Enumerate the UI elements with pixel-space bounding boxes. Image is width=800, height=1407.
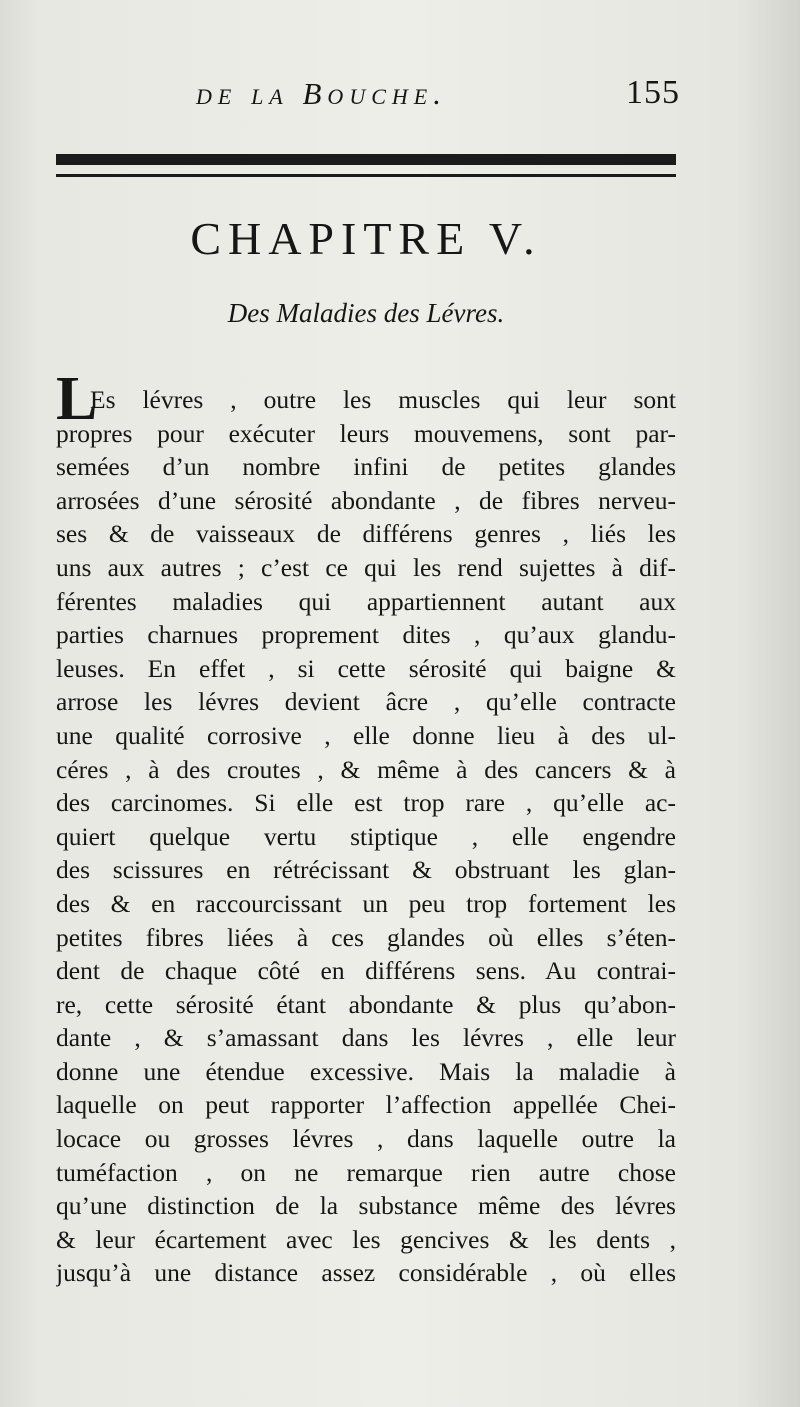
text-line: & leur écartement avec les gencives & les dents ,	[56, 1224, 676, 1254]
text-line: arrose les lévres devient âcre , qu’elle contracte	[56, 687, 676, 717]
text-line: tuméfaction , on ne remarque rien autre chose	[56, 1157, 676, 1187]
section-title: Des Maladies des Lévres.	[227, 298, 505, 328]
header-rule-thin	[56, 174, 676, 177]
text-line: des scissures en rétrécissant & obstruant les glan-	[56, 855, 676, 885]
text-line: dent de chaque côté en différens sens. Au contrai-	[56, 956, 676, 986]
body-text	[56, 383, 676, 1290]
text-line: Es lévres , outre les muscles qui leur sont	[90, 385, 676, 414]
text-line: dante , & s’amassant dans les lévres , elle leur	[56, 1023, 676, 1053]
running-title: de la Bouche.	[196, 76, 447, 111]
text-line: re, cette sérosité étant abondante & plus qu’abon-	[56, 989, 676, 1019]
page-number: 155	[626, 74, 680, 111]
text-line: petites fibres liées à ces glandes où elles s’éten-	[56, 922, 676, 952]
text-line: des & en raccourcissant un peu trop fortement les	[56, 888, 676, 918]
text-line: uns aux autres ; c’est ce qui les rend sujettes à dif-	[56, 552, 676, 582]
text-line: donne une étendue excessive. Mais la maladie à	[56, 1056, 676, 1086]
text-line: jusqu’à une distance assez considérable , où elles	[56, 1258, 676, 1288]
header-rule-thick	[56, 154, 676, 165]
text-line: des carcinomes. Si elle est trop rare , qu’elle ac-	[56, 788, 676, 818]
text-line: laquelle on peut rapporter l’affection appellée Chei-	[56, 1090, 676, 1120]
chapter-title: CHAPITRE V.	[190, 213, 542, 264]
text-line: une qualité corrosive , elle donne lieu à des ul-	[56, 720, 676, 750]
drop-cap: L	[56, 365, 98, 433]
text-line: ses & de vaisseaux de différens genres , liés les	[56, 519, 676, 549]
page-header	[196, 72, 680, 116]
text-line: propres pour exécuter leurs mouvemens, sont par-	[56, 418, 676, 448]
text-line: semées d’un nombre infini de petites glandes	[56, 452, 676, 482]
text-line: locace ou grosses lévres , dans laquelle outre la	[56, 1124, 676, 1154]
text-line: férentes maladies qui appartiennent autant aux	[56, 586, 676, 616]
text-line: céres , à des croutes , & même à des cancers & à	[56, 754, 676, 784]
text-line: leuses. En effet , si cette sérosité qui baigne &	[56, 653, 676, 683]
text-line: qu’une distinction de la substance même des lévres	[56, 1191, 676, 1221]
text-line: arrosées d’une sérosité abondante , de fibres nerveu-	[56, 485, 676, 515]
text-line: parties charnues proprement dites , qu’aux glandu-	[56, 620, 676, 650]
text-line: quiert quelque vertu stiptique , elle engendre	[56, 821, 676, 851]
